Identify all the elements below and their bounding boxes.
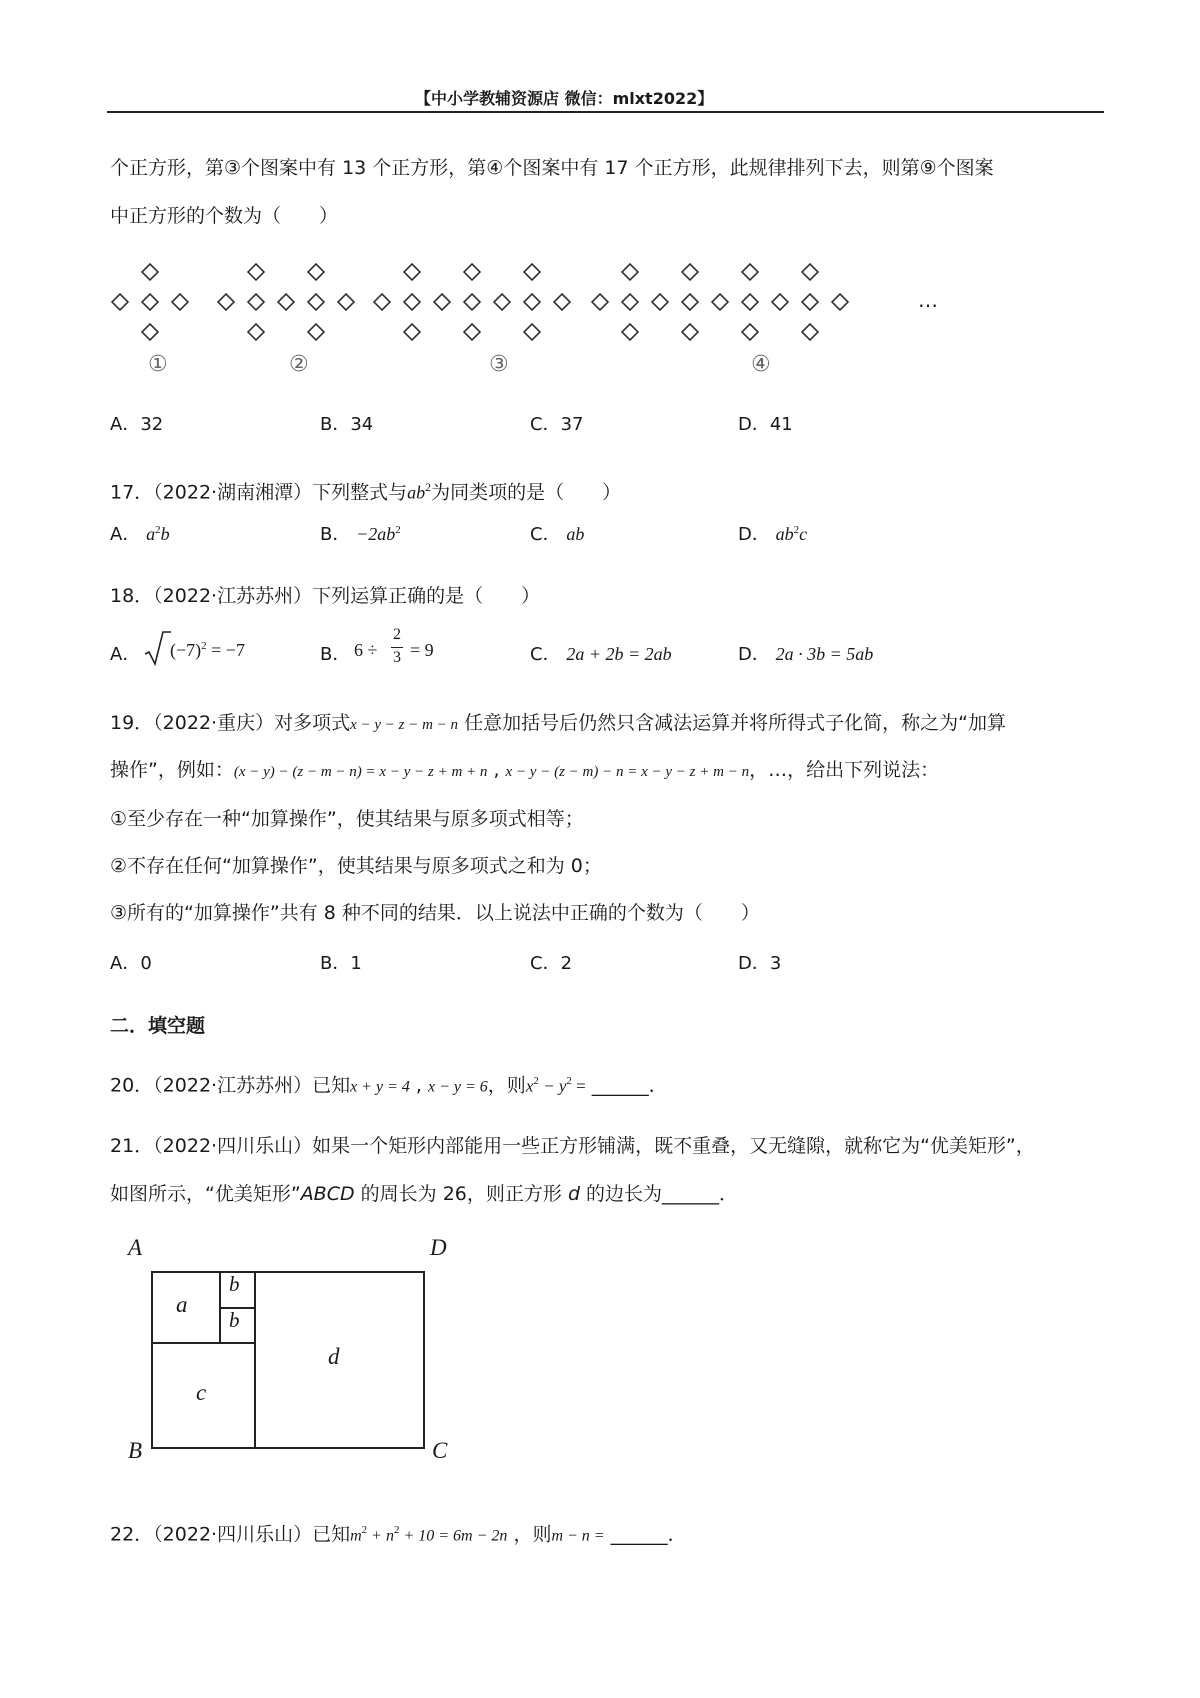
q18-option-c	[530, 640, 672, 666]
q19-stem-line1	[110, 710, 1006, 738]
q17-opt-b-sup: 2	[395, 524, 401, 536]
diamond-square	[248, 324, 264, 340]
diamond-square	[434, 294, 450, 310]
figure-label-4: ④	[751, 352, 771, 377]
diamond-square	[622, 264, 638, 280]
q18-option-d	[738, 640, 873, 666]
q21-rectangle-figure	[120, 1240, 460, 1480]
q17-option-a-label: A．	[110, 524, 141, 545]
diamond-square	[248, 264, 264, 280]
q17-opt-b-base: −2ab	[356, 524, 396, 544]
page-header: 【中小学教辅资源店 微信：mlxt2022】	[415, 89, 714, 108]
q17-option-b	[320, 520, 401, 546]
vertex-label-b: B	[128, 1438, 143, 1463]
diamond-square	[404, 294, 420, 310]
q16-option-d: D．41	[738, 414, 793, 435]
diamond-square	[742, 294, 758, 310]
q19-example-1: (x − y) − (z − m − n) = x − y − z + m + n	[233, 764, 488, 780]
square-label-d: d	[328, 1344, 340, 1369]
q21-stem-line1: 21．（2022·四川乐山）如果一个矩形内部能用一些正方形铺满，既不重叠，又无缝隙，就称它为“优美矩形”，	[110, 1135, 1035, 1157]
diamond-square	[682, 324, 698, 340]
q17-stem-math: ab	[407, 482, 426, 503]
square-label-a: a	[176, 1292, 188, 1317]
diamond-square	[772, 294, 788, 310]
q18-option-b	[320, 640, 350, 666]
diamond-square	[742, 324, 758, 340]
diamond-square	[832, 294, 848, 310]
diamond-square	[554, 294, 570, 310]
q18-opt-a-sup: 2	[201, 640, 207, 652]
q20-stem: 20．（2022·江苏苏州）已知x + y = 4 , x − y = 6，则$x^2 - y^2$ = ______．	[110, 1074, 668, 1097]
diamond-square	[802, 294, 818, 310]
q21-line2-mid: 的周长为 26，则正方形	[360, 1183, 562, 1205]
diamond-square	[464, 264, 480, 280]
diamond-square	[524, 264, 540, 280]
q17-opt-d-tail: c	[799, 524, 808, 544]
diamond-square	[308, 294, 324, 310]
q19-line2-post: ，…，给出下列说法：	[749, 759, 940, 781]
q20-math-1: x + y = 4	[350, 1078, 410, 1096]
diamond-square	[374, 294, 390, 310]
figure-label-2: ②	[289, 352, 309, 377]
diamond-square	[142, 294, 158, 310]
q18-opt-a-expr	[170, 640, 245, 661]
q19-stem-post: 任意加括号后仍然只含减法运算并将所得式子化简，称之为“加算	[464, 712, 1006, 734]
q19-option-b: B．1	[320, 953, 362, 974]
q21-abcd: ABCD	[300, 1183, 355, 1205]
q17-opt-c-math: ab	[566, 524, 585, 544]
q19-option-d: D．3	[738, 953, 782, 974]
q19-option-c: C．2	[530, 953, 573, 974]
diamond-square	[308, 324, 324, 340]
q16-option-b: B．34	[320, 414, 374, 435]
diamond-square	[682, 294, 698, 310]
q17-stem-sup: 2	[425, 480, 432, 494]
square-label-b-bottom: b	[229, 1308, 240, 1332]
q20-then: ，则	[487, 1074, 526, 1097]
diamond-square	[308, 264, 324, 280]
diamond-square	[404, 324, 420, 340]
q22-answer-blank: ______．	[610, 1523, 687, 1546]
q17-stem	[110, 474, 621, 505]
q17-option-c-label: C．	[530, 524, 561, 545]
q18-opt-b-fraction-bar	[391, 647, 403, 648]
q22-sup-2: 2	[393, 1524, 400, 1536]
diamond-square	[248, 294, 264, 310]
q17-option-a	[110, 520, 170, 546]
q17-opt-a-sup: 2	[155, 524, 161, 536]
q19-option-a: A．0	[110, 953, 152, 974]
q20-sup-1: 2	[533, 1075, 539, 1087]
q18-opt-a-rhs: = −7	[211, 640, 245, 660]
section-title-fill-in: 二．填空题	[110, 1015, 206, 1037]
q20-math-3a: x	[525, 1076, 534, 1096]
q17-stem-pre: 17．（2022·湖南湘潭）下列整式与	[110, 481, 408, 504]
q19-stem-math: x − y − z − m − n	[350, 717, 459, 733]
q18-opt-d-math: 2a · 3b = 5ab	[775, 644, 874, 664]
diamond-square	[494, 294, 510, 310]
q18-opt-a-inner: (−7)	[170, 640, 202, 660]
diamond-square	[218, 294, 234, 310]
q17-option-b-label: B．	[320, 524, 351, 545]
diamond-square	[524, 324, 540, 340]
q16-text-line2: 中正方形的个数为（ ）	[110, 205, 339, 227]
q20-answer-blank: ______．	[591, 1074, 668, 1097]
q22-math-1c: + 10 = 6m − 2n	[399, 1527, 508, 1545]
diamond-square	[404, 264, 420, 280]
header-rule	[107, 111, 1104, 113]
q20-math-3c: =	[571, 1076, 586, 1096]
diamond-square	[592, 294, 608, 310]
square-label-b-top: b	[229, 1272, 240, 1296]
q22-math-1b: + n	[367, 1527, 394, 1545]
q19-statement-3: ③所有的“加算操作”共有 8 种不同的结果．以上说法中正确的个数为（ ）	[110, 902, 760, 924]
vertex-label-a: A	[128, 1235, 143, 1260]
q17-opt-d-base: ab	[775, 524, 794, 544]
pattern-ellipsis: …	[918, 288, 938, 312]
q18-opt-b-numerator: 2	[393, 626, 401, 643]
q22-math-2: m − n =	[551, 1527, 605, 1545]
vertex-label-d: D	[430, 1235, 447, 1260]
diamond-square	[142, 324, 158, 340]
q21-line2-pre: 如图所示，“优美矩形”	[110, 1183, 301, 1205]
q17-option-d	[738, 520, 807, 546]
q21-d: d	[567, 1183, 580, 1205]
q17-opt-a-base: a	[146, 524, 156, 544]
q17-option-d-label: D．	[738, 524, 770, 545]
rect-abcd	[152, 1272, 424, 1448]
q20-math-3b: − y	[538, 1076, 567, 1096]
diamond-square	[682, 264, 698, 280]
q22-sup-1: 2	[361, 1524, 368, 1536]
q18-opt-c-math: 2a + 2b = 2ab	[566, 644, 672, 664]
q18-option-c-label: C．	[530, 644, 561, 665]
figure-label-1: ①	[148, 352, 168, 377]
diamond-square	[652, 294, 668, 310]
q18-option-d-label: D．	[738, 644, 770, 665]
q19-statement-1: ①至少存在一种“加算操作”，使其结果与原多项式相等；	[110, 808, 584, 830]
diamond-square	[742, 264, 758, 280]
diamond-square	[622, 294, 638, 310]
diamond-square	[278, 294, 294, 310]
q17-opt-d-sup: 2	[793, 524, 800, 536]
q19-stem-line2: 操作”，例如：(x − y) − (z − m − n) = x − y − z + m + n , x − y − (z − m) − n = x − y − z + m − n，…，给出下列说法：	[110, 759, 940, 781]
q22-then: ，则	[513, 1523, 552, 1546]
q18-option-b-label: B．	[320, 644, 351, 665]
q16-diamond-pattern-figure	[110, 258, 1110, 398]
q19-statement-2: ②不存在任何“加算操作”，使其结果与原多项式之和为 0；	[110, 855, 602, 877]
diamond-square	[802, 264, 818, 280]
sqrt-sign	[143, 630, 171, 666]
q20-stem-pre: 20．（2022·江苏苏州）已知	[110, 1074, 351, 1097]
square-label-c: c	[196, 1380, 207, 1405]
q20-math-2: x − y = 6	[428, 1078, 488, 1096]
diamond-square	[622, 324, 638, 340]
q16-option-a: A．32	[110, 414, 164, 435]
q18-opt-b-lhs: 6 ÷	[354, 640, 378, 660]
q22-stem	[110, 1517, 687, 1549]
q20-sup-2: 2	[566, 1075, 572, 1087]
q16-text-line1: 个正方形，第③个图案中有 13 个正方形，第④个图案中有 17 个正方形，此规律排列下去，则第⑨个图案	[110, 157, 994, 179]
q22-stem-pre: 22．（2022·四川乐山）已知	[110, 1523, 351, 1546]
q22-math-1a: m	[350, 1527, 362, 1545]
q17-opt-a-tail: b	[160, 524, 170, 544]
q17-stem-post: 为同类项的是（ ）	[431, 481, 622, 504]
diamond-square	[464, 324, 480, 340]
q18-stem: 18．（2022·江苏苏州）下列运算正确的是（ ）	[110, 585, 541, 607]
q19-stem-pre: 19．（2022·重庆）对多项式	[110, 712, 351, 734]
figure-label-3: ③	[489, 352, 509, 377]
q18-option-a	[110, 640, 140, 666]
diamond-square	[524, 294, 540, 310]
diamond-square	[172, 294, 188, 310]
q16-option-c: C．37	[530, 414, 584, 435]
diamond-square	[802, 324, 818, 340]
vertex-label-c: C	[432, 1438, 448, 1463]
diamond-square	[112, 294, 128, 310]
diamond-square	[142, 264, 158, 280]
q19-line2-pre: 操作”，例如：	[110, 759, 234, 781]
q18-opt-b-rhs: = 9	[410, 640, 434, 660]
q17-option-c	[530, 520, 584, 546]
q21-stem-line2	[110, 1181, 738, 1207]
q18-option-a-label: A．	[110, 644, 141, 665]
diamond-square	[338, 294, 354, 310]
diamond-square	[712, 294, 728, 310]
q19-example-2: x − y − (z − m) − n = x − y − z + m − n	[505, 764, 750, 780]
q18-opt-b-denominator: 3	[393, 649, 401, 666]
q21-line2-post: 的边长为______．	[586, 1183, 739, 1205]
diamond-square	[464, 294, 480, 310]
